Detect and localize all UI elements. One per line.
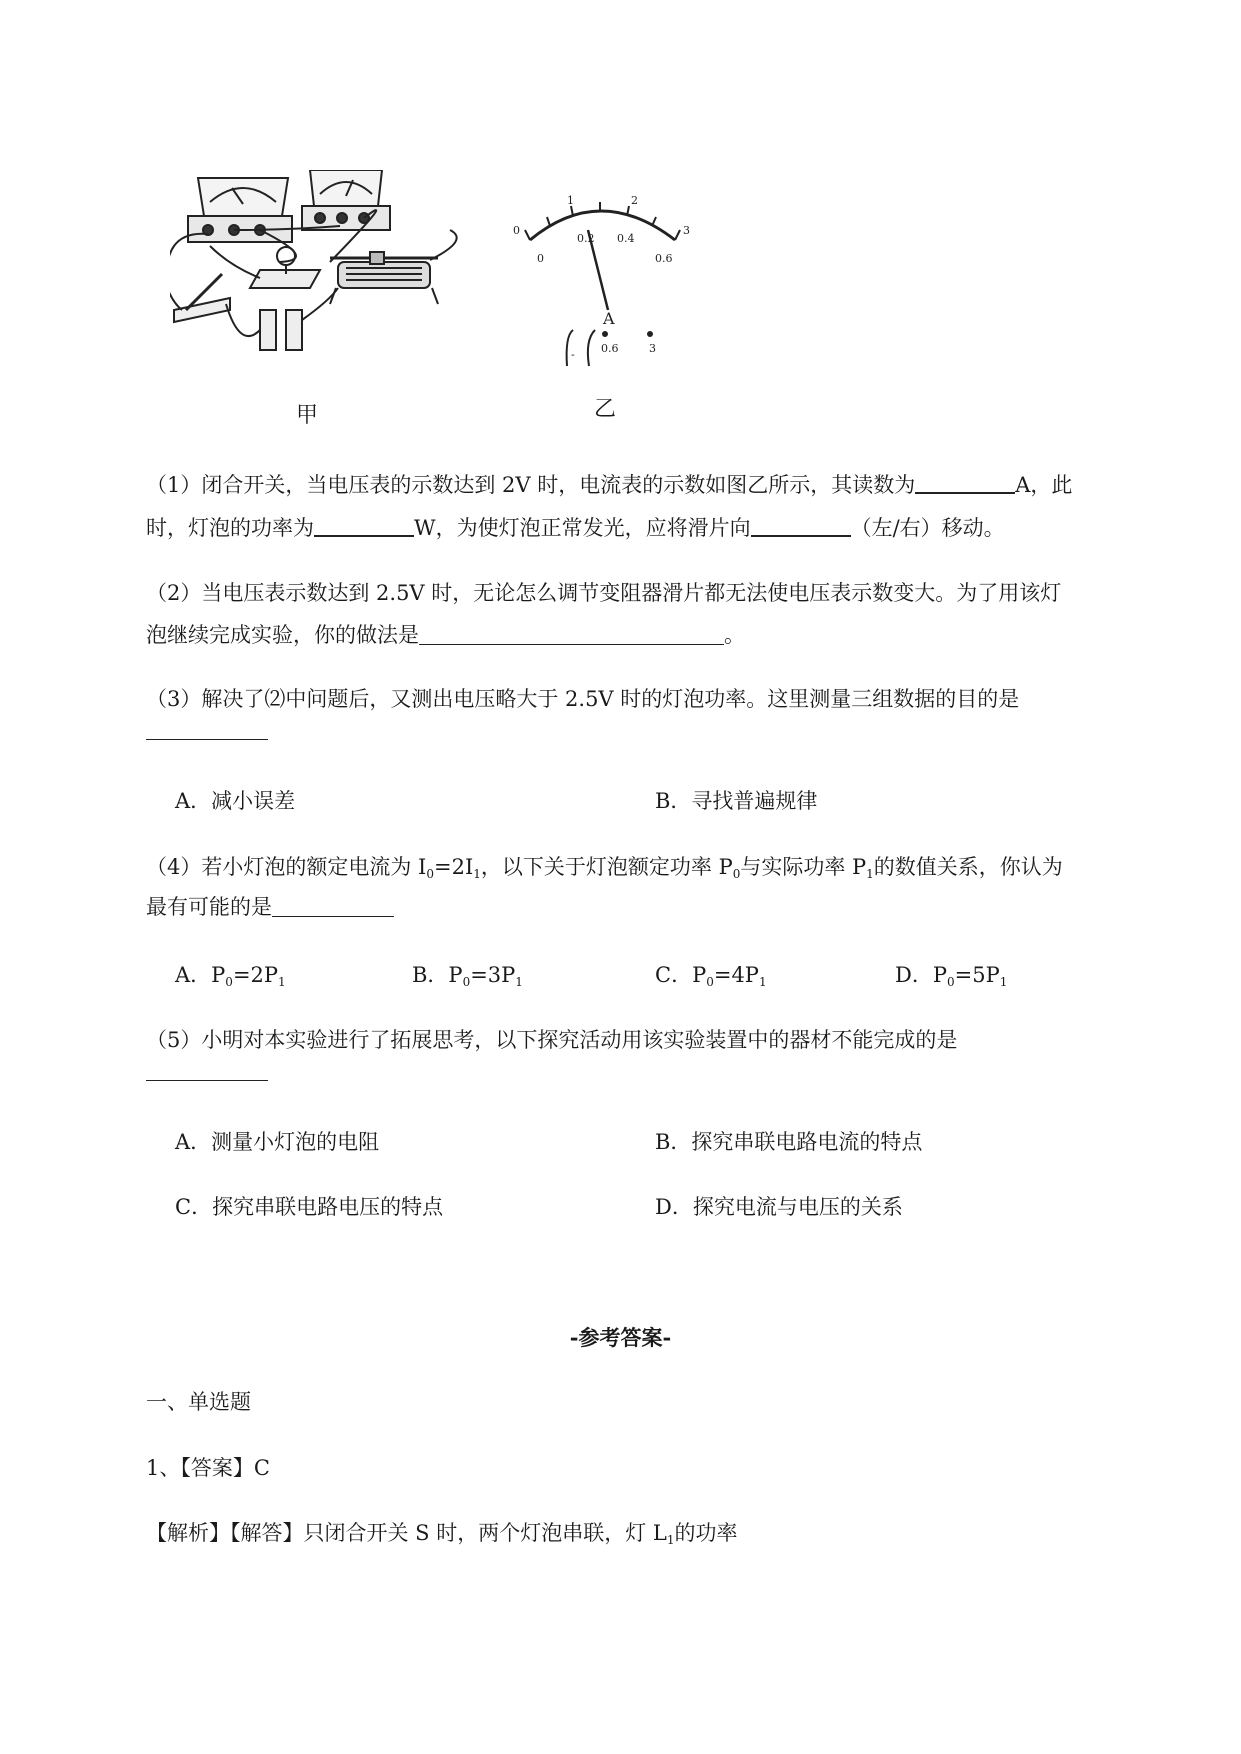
q5-line1: （5）小明对本实验进行了拓展思考，以下探究活动用该实验装置中的器材不能完成的是 [146, 1028, 958, 1052]
q5-option-a[interactable]: A．测量小灯泡的电阻 [175, 1130, 380, 1154]
circuit-figure-jia [170, 170, 490, 370]
q3-option-b[interactable]: B．寻找普遍规律 [655, 789, 818, 813]
q4-line2 [146, 892, 394, 922]
dial-outer-3: 3 [683, 224, 690, 237]
dial-outer-1: 1 [567, 194, 574, 207]
q4-sub-2: 1 [473, 867, 481, 881]
q4-sub-4: 1 [866, 867, 874, 881]
dial-inner-06: 0.6 [655, 252, 673, 265]
q2-line2 [146, 620, 745, 650]
q4-option-c[interactable]: C．$P_0=4P_1$ [655, 963, 767, 989]
q4-text-c: ，以下关于灯泡额定功率 P [480, 855, 733, 879]
q1-blank-direction[interactable] [751, 513, 851, 537]
answers-title: -参考答案- [569, 1325, 672, 1350]
q1-text-b: A，此 [1015, 473, 1073, 497]
q1-text-d: W，为使灯泡正常发光，应将滑片向 [414, 516, 751, 540]
q4-text-b: =2I [433, 855, 474, 879]
q3-option-a[interactable]: A．减小误差 [175, 789, 296, 813]
q1-text-a: （1）闭合开关，当电压表的示数达到 2V 时，电流表的示数如图乙所示，其读数为 [146, 473, 916, 497]
q5-option-d[interactable]: D．探究电流与电压的关系 [655, 1195, 903, 1219]
dial-inner-02: 0.2 [577, 232, 595, 245]
q5-option-c[interactable]: C．探究串联电路电压的特点 [175, 1195, 444, 1219]
q3-line1: （3）解决了⑵中问题后，又测出电压略大于 2.5V 时的灯泡功率。这里测量三组数据的目的是 [146, 687, 1020, 711]
q4-text-e: 的数值关系，你认为 [873, 855, 1063, 879]
analysis-text-a: 【解析】【解答】只闭合开关 S 时，两个灯泡串联，灯 L [146, 1521, 667, 1545]
q1-blank-current[interactable] [915, 470, 1015, 494]
q2-text-a: 泡继续完成实验，你的做法是 [146, 623, 419, 647]
q5-blank-answer[interactable] [146, 1058, 268, 1081]
analysis-text-b: 的功率 [674, 1521, 738, 1545]
ammeter-dial-figure-yi [505, 190, 705, 380]
dial-inner-0: 0 [537, 252, 544, 265]
q5-line2 [146, 1056, 268, 1086]
dial-outer-0: 0 [513, 224, 520, 237]
dial-meter-symbol: A [603, 309, 615, 328]
q1-line2 [146, 513, 1005, 543]
dial-terminal-06: 0.6 [601, 342, 619, 355]
dial-terminal-3: 3 [649, 342, 656, 355]
q4-line1 [146, 852, 1063, 889]
q4-sub-3: 0 [732, 867, 741, 881]
q1-text-c: 时，灯泡的功率为 [146, 516, 314, 540]
q4-text-f: 最有可能的是 [146, 895, 272, 919]
q4-text-a: （4）若小灯泡的额定电流为 I [146, 855, 427, 879]
figure-label-yi: 乙 [594, 397, 617, 422]
q4-blank-answer[interactable] [272, 894, 394, 917]
q2-text-b: 。 [724, 623, 745, 647]
q1-line1 [146, 470, 1072, 500]
figure-label-jia: 甲 [296, 403, 319, 428]
q1-blank-power[interactable] [314, 513, 414, 537]
dial-outer-2: 2 [631, 194, 638, 207]
q2-line1: （2）当电压表示数达到 2.5V 时，无论怎么调节变阻器滑片都无法使电压表示数变大。为了用该灯 [146, 581, 1062, 605]
q3-blank-answer[interactable] [146, 717, 268, 740]
q4-option-a[interactable]: A．$P_0=2P_1$ [175, 963, 286, 989]
answers-section: 一、单选题 [146, 1390, 251, 1414]
dial-inner-04: 0.4 [617, 232, 635, 245]
q4-sub-1: 0 [426, 867, 434, 881]
q5-option-b[interactable]: B．探究串联电路电流的特点 [655, 1130, 923, 1154]
q4-option-b[interactable]: B．$P_0=3P_1$ [412, 963, 523, 989]
q1-text-e: （左/右）移动。 [850, 516, 1005, 540]
q3-line2 [146, 715, 268, 745]
dial-terminal-minus: - [571, 348, 575, 361]
q4-option-d[interactable]: D．$P_0=5P_1$ [895, 963, 1008, 989]
answer-item-1: 1、【答案】C [146, 1456, 270, 1480]
analysis-sub: 1 [666, 1533, 675, 1547]
answer-analysis [146, 1518, 738, 1555]
q2-blank-method[interactable] [419, 622, 724, 645]
q4-text-d: 与实际功率 P [740, 855, 867, 879]
